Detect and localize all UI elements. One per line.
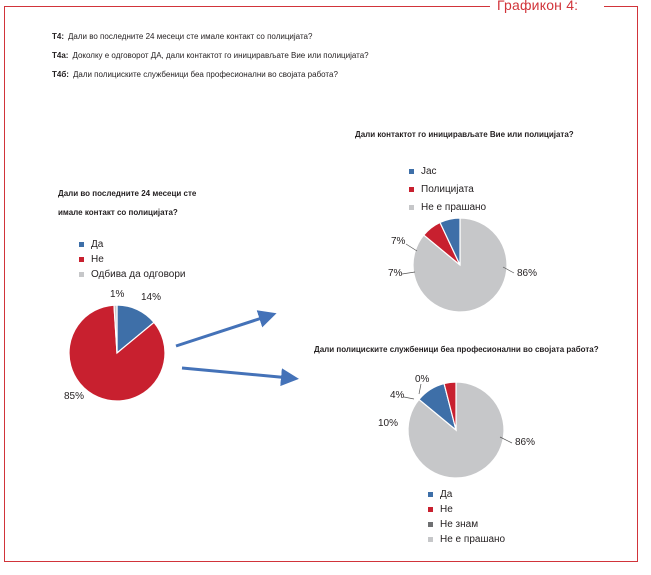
question-text: Дали во последните 24 месеци сте имале контакт со полицијата?: [68, 32, 313, 41]
chart2-title: Дали контактот го иницирављате Вие или полицијата?: [355, 130, 574, 139]
chart3-leader-line: [404, 397, 414, 399]
chart1-title-line1: Дали во последните 24 месеци сте: [58, 189, 197, 198]
legend-label: Не е прашано: [421, 201, 487, 213]
chart3-leader-line: [419, 384, 421, 394]
question-text: Дали полициските службеници беа професионални во својата работа?: [72, 70, 338, 79]
chart3-pie: [408, 382, 504, 478]
chart3-data-label: 0%: [415, 374, 430, 385]
question-code: Т4:: [52, 32, 64, 41]
question-code: Т4а:: [52, 51, 69, 60]
legend-label: Полицијата: [421, 183, 474, 195]
chart1-title-line2: имале контакт со полицијата?: [58, 208, 178, 217]
legend-label: Да: [91, 239, 104, 250]
chart1-data-label: 85%: [64, 391, 85, 402]
legend-label: Одбива да одговори: [91, 269, 186, 280]
legend-label: Да: [440, 489, 453, 500]
figure-title: Графикон 4:: [497, 0, 579, 13]
chart2-leader-line: [406, 244, 417, 251]
chart2-data-label: 7%: [391, 236, 406, 247]
legend-label: Не: [91, 254, 104, 265]
chart3-title: Дали полициските службеници беа професионални во својата работа?: [314, 345, 599, 354]
chart1-data-label: 14%: [141, 292, 162, 303]
chart2-data-label: 7%: [388, 268, 403, 279]
chart2-pie: [413, 218, 507, 312]
arrow-to-chart3: [182, 368, 290, 378]
question-code: Т4б:: [52, 70, 69, 79]
chart3-data-label: 86%: [515, 437, 536, 448]
legend-label: Јас: [421, 165, 437, 177]
chart1-data-label: 1%: [110, 289, 125, 300]
chart2-leader-line: [402, 272, 415, 274]
question-text: Доколку е одговорот ДА, дали контактот го иницирављате Вие или полицијата?: [72, 51, 369, 60]
chart1-pie: [69, 305, 165, 401]
legend-label: Не знам: [440, 519, 479, 530]
legend-label: Не е прашано: [440, 534, 506, 545]
chart3-data-label: 4%: [390, 390, 405, 401]
legend-label: Не: [440, 504, 453, 515]
chart3-data-label: 10%: [378, 418, 399, 429]
arrow-to-chart2: [176, 316, 268, 346]
chart2-data-label: 86%: [517, 268, 538, 279]
